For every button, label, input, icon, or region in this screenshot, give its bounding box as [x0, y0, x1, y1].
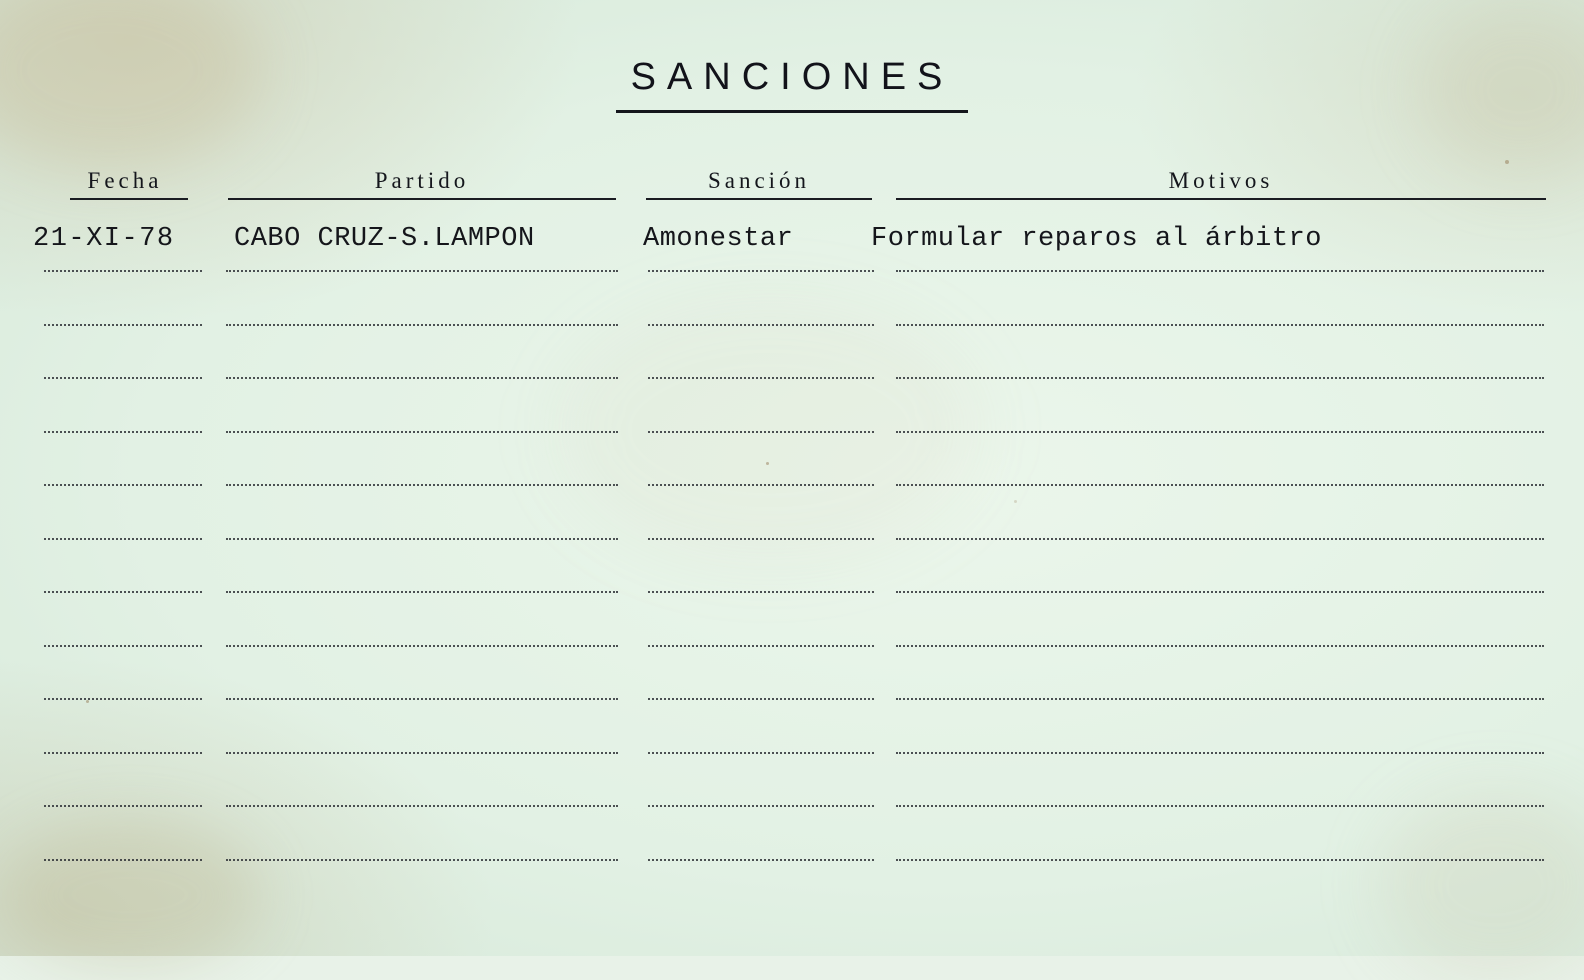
- entry-motivos: Formular reparos al árbitro: [871, 224, 1322, 254]
- row-rule: [896, 859, 1544, 861]
- row-rule: [648, 859, 874, 861]
- row-rule: [648, 270, 874, 272]
- row-rule: [648, 591, 874, 593]
- row-rule: [226, 377, 618, 379]
- paper-speck: [1014, 500, 1017, 503]
- row-rule: [44, 538, 202, 540]
- row-rule: [226, 484, 618, 486]
- row-rule: [648, 484, 874, 486]
- row-rule: [44, 324, 202, 326]
- row-rule: [648, 431, 874, 433]
- row-rule: [648, 752, 874, 754]
- row-rule: [648, 645, 874, 647]
- row-rule: [896, 591, 1544, 593]
- column-header-fecha: Fecha: [87, 168, 163, 193]
- row-rule: [226, 591, 618, 593]
- row-rule: [44, 859, 202, 861]
- paper-stain: [0, 820, 260, 970]
- page-title: SANCIONES: [630, 56, 954, 98]
- column-header-rule-sancion: [646, 198, 872, 200]
- column-header-rule-motivos: [896, 198, 1546, 200]
- row-rule: [896, 377, 1544, 379]
- row-rule: [648, 377, 874, 379]
- paper-speck: [766, 462, 769, 465]
- row-rule: [648, 698, 874, 700]
- row-rule: [896, 538, 1544, 540]
- paper-speck: [86, 700, 89, 703]
- title-underline: [616, 110, 968, 113]
- row-rule: [226, 538, 618, 540]
- row-rule: [44, 752, 202, 754]
- entry-sancion: Amonestar: [643, 224, 794, 254]
- row-rule: [896, 324, 1544, 326]
- row-rule: [226, 431, 618, 433]
- row-rule: [226, 752, 618, 754]
- column-header-motivos: Motivos: [1168, 168, 1274, 193]
- row-rule: [226, 645, 618, 647]
- row-rule: [648, 324, 874, 326]
- column-header-rule-partido: [228, 198, 616, 200]
- row-rule: [648, 538, 874, 540]
- row-rule: [44, 645, 202, 647]
- row-rule: [896, 698, 1544, 700]
- row-rule: [44, 484, 202, 486]
- column-header-rule-fecha: [70, 198, 188, 200]
- row-rule: [44, 270, 202, 272]
- column-header-partido: Partido: [374, 168, 470, 193]
- row-rule: [44, 591, 202, 593]
- row-rule: [648, 805, 874, 807]
- row-rule: [896, 645, 1544, 647]
- row-rule: [44, 377, 202, 379]
- row-rule: [896, 431, 1544, 433]
- column-header-sancion: Sanción: [707, 168, 811, 193]
- row-rule: [896, 805, 1544, 807]
- entry-partido: CABO CRUZ-S.LAMPON: [234, 224, 535, 254]
- row-rule: [44, 431, 202, 433]
- row-rule: [896, 270, 1544, 272]
- row-rule: [226, 698, 618, 700]
- paper-stain: [1380, 790, 1584, 980]
- row-rule: [226, 805, 618, 807]
- row-rule: [896, 752, 1544, 754]
- row-rule: [226, 859, 618, 861]
- row-rule: [226, 270, 618, 272]
- entry-fecha: 21-XI-78: [33, 224, 175, 254]
- row-rule: [44, 698, 202, 700]
- paper-speck: [1505, 160, 1509, 164]
- row-rule: [226, 324, 618, 326]
- row-rule: [896, 484, 1544, 486]
- paper-stain: [560, 300, 980, 560]
- row-rule: [44, 805, 202, 807]
